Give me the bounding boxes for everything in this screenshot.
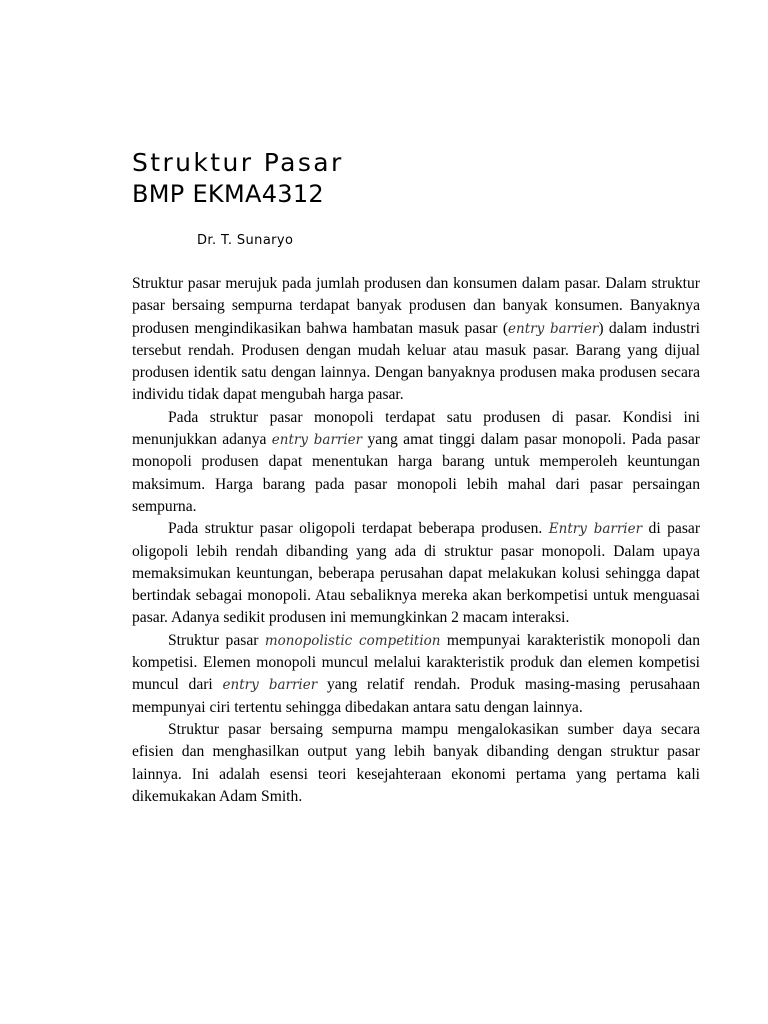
paragraph-text: yang amat tinggi dalam pasar monopoli. Pada pasar monopoli produsen dapat menentukan harga barang untuk memperoleh keuntungan maksimum. Harga barang pada pasar monopoli lebih mahal dari pasar persaingan sempurna.: [132, 431, 700, 515]
italic-term: entry barrier: [508, 320, 599, 337]
paragraph-text: Pada struktur pasar oligopoli terdapat beberapa produsen.: [168, 520, 549, 538]
paragraph-text: ) dalam industri tersebut rendah. Produsen dengan mudah keluar atau masuk pasar. Barang yang dijual produsen identik satu dengan lainnya. Dengan banyaknya produsen maka produsen secara individu tidak dapat mengubah harga pasar.: [132, 319, 700, 404]
body-paragraph: [132, 719, 700, 808]
italic-term: entry barrier: [271, 432, 363, 449]
body-paragraph: [132, 518, 700, 629]
document-body: [132, 273, 700, 808]
paragraph-text: Struktur pasar merujuk pada jumlah produsen dan konsumen dalam pasar. Dalam struktur pasar bersaing sempurna terdapat banyak produsen dan banyak konsumen. Banyaknya produsen mengindikasikan bahwa hambatan masuk pasar (: [132, 275, 700, 337]
paragraph-text: di pasar oligopoli lebih rendah dibanding yang ada di struktur pasar monopoli. Dalam upaya memaksimukan keuntungan, beberapa perusahan dapat melakukan kolusi sehingga dapat bertindak sebagai monopoli. Atau sebaliknya mereka akan berkompetisi untuk menguasai pasar. Adanya sedikit produsen ini memungkinkan 2 macam interaksi.: [132, 520, 701, 627]
body-paragraph: [132, 407, 700, 518]
italic-term: monopolistic competition: [264, 632, 441, 649]
document-author: Dr. T. Sunaryo: [197, 233, 294, 248]
paragraph-text: Pada struktur pasar monopoli terdapat satu produsen di pasar. Kondisi ini menunjukkan adanya: [132, 408, 700, 449]
paragraph-text: yang relatif rendah. Produk masing-masing perusahaan mempunyai ciri tertentu sehingga dibedakan antara satu dengan lainnya.: [132, 676, 700, 716]
paragraph-text: Struktur pasar: [168, 631, 265, 649]
paragraph-text: Struktur pasar bersaing sempurna mampu mengalokasikan sumber daya secara efisien dan menghasilkan output yang lebih banyak dibanding dengan struktur pasar lainnya. Ini adalah esensi teori kesejahteraan ekonomi pertama yang pertama kali dikemukakan Adam Smith.: [132, 720, 700, 805]
document-subtitle: BMP EKMA4312: [132, 180, 324, 208]
italic-term: Entry barrier: [548, 521, 643, 538]
italic-term: entry barrier: [222, 677, 318, 694]
document-title: Struktur Pasar: [132, 148, 344, 177]
body-paragraph: [132, 630, 700, 719]
body-paragraph: [132, 273, 700, 407]
paragraph-text: mempunyai karakteristik monopoli dan kompetisi. Elemen monopoli muncul melalui karakteristik produk dan elemen kompetisi muncul dari: [132, 631, 701, 694]
